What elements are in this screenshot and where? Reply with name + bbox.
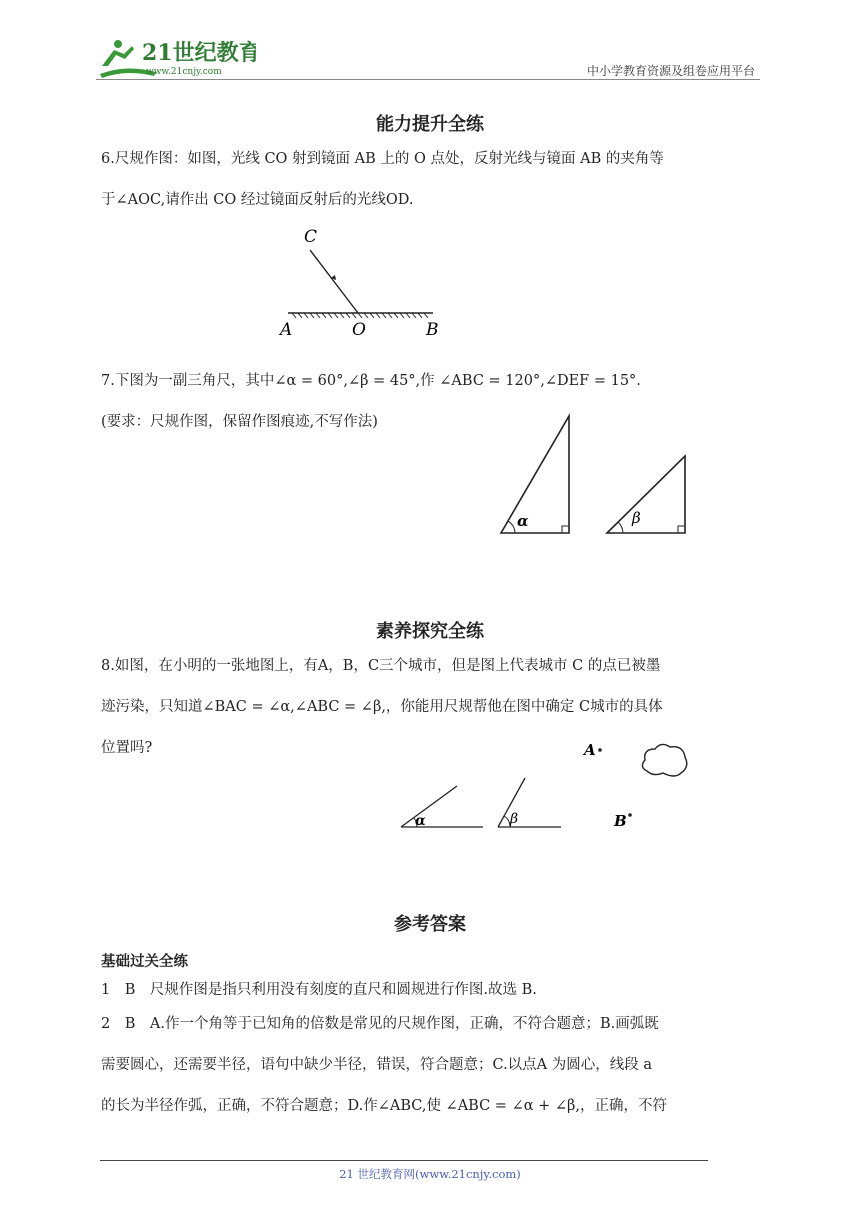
q8-label-alpha: α [415,813,426,829]
q6-mirror-figure [270,220,460,350]
q8-line1: 8.如图，在小明的一张地图上，有A，B，C三个城市，但是图上代表城市 C 的点已被墨 [101,658,661,674]
label-B: B [426,320,439,340]
label-alpha: α [517,512,529,530]
label-beta: β [632,509,641,527]
answer-list [101,973,761,1123]
q8-label-beta: β [510,811,519,827]
answer-1: 1 B 尺规作图是指只利用没有刻度的直尺和圆规进行作图.故选 B. [101,982,537,998]
q7-triangles-figure [495,410,695,540]
label-A: A [280,320,293,340]
label-C: C [304,227,318,247]
question-6 [101,139,761,221]
section-title-ability: 能力提升全练 [376,114,484,135]
label-O: O [352,320,366,340]
answer-2-line1: 2 B A.作一个角等于已知角的倍数是常见的尺规作图，正确，不符合题意；B.画弧既 [101,1016,659,1032]
q8-label-B: B [614,812,627,830]
header-platform-text: 中小学教育资源及组卷应用平台 [586,64,755,78]
q8-line2: 迹污染，只知道∠BAC = ∠α,∠ABC = ∠β,，你能用尺规帮他在图中确定 C城市的具体 [101,699,663,715]
ink-blot [642,744,686,776]
section-title-literacy: 素养探究全练 [376,621,484,642]
point-A [598,748,602,752]
q8-line3: 位置吗? [101,740,153,756]
q7-line1: 7.下图为一副三角尺，其中∠α = 60°,∠β = 45°,作 ∠ABC = 120°,∠DEF = 15°. [101,373,641,389]
site-logo [96,36,256,80]
logo-url: www.21cnjy.com [146,67,222,77]
answer-2-line2: 需要圆心，还需要半径，语句中缺少半径，错误，符合题意；C.以点A 为圆心，线段 a [101,1057,653,1073]
q6-line2: 于∠AOC,请作出 CO 经过镜面反射后的光线OD. [101,192,414,208]
section-title-answers: 参考答案 [394,914,466,935]
answer-2-line3: 的长为半径作弧，正确，不符合题意；D.作∠ABC,使 ∠ABC = ∠α + ∠β,，正确，不符 [101,1098,668,1114]
q8-label-A: A [584,741,596,759]
header-divider [96,79,760,80]
q8-map-figure [395,735,705,840]
q7-line2: (要求：尺规作图，保留作图痕迹,不写作法) [101,414,378,430]
footer-link[interactable]: 21 世纪教育网(www.21cnjy.com) [339,1167,521,1181]
footer-divider [100,1160,708,1161]
q6-line1: 6.尺规作图：如图，光线 CO 射到镜面 AB 上的 O 点处，反射光线与镜面 AB 的夹角等 [101,151,664,167]
point-B [628,813,632,817]
logo-text: 21世纪教育 [142,40,256,66]
answers-subtitle: 基础过关全练 [101,954,188,970]
